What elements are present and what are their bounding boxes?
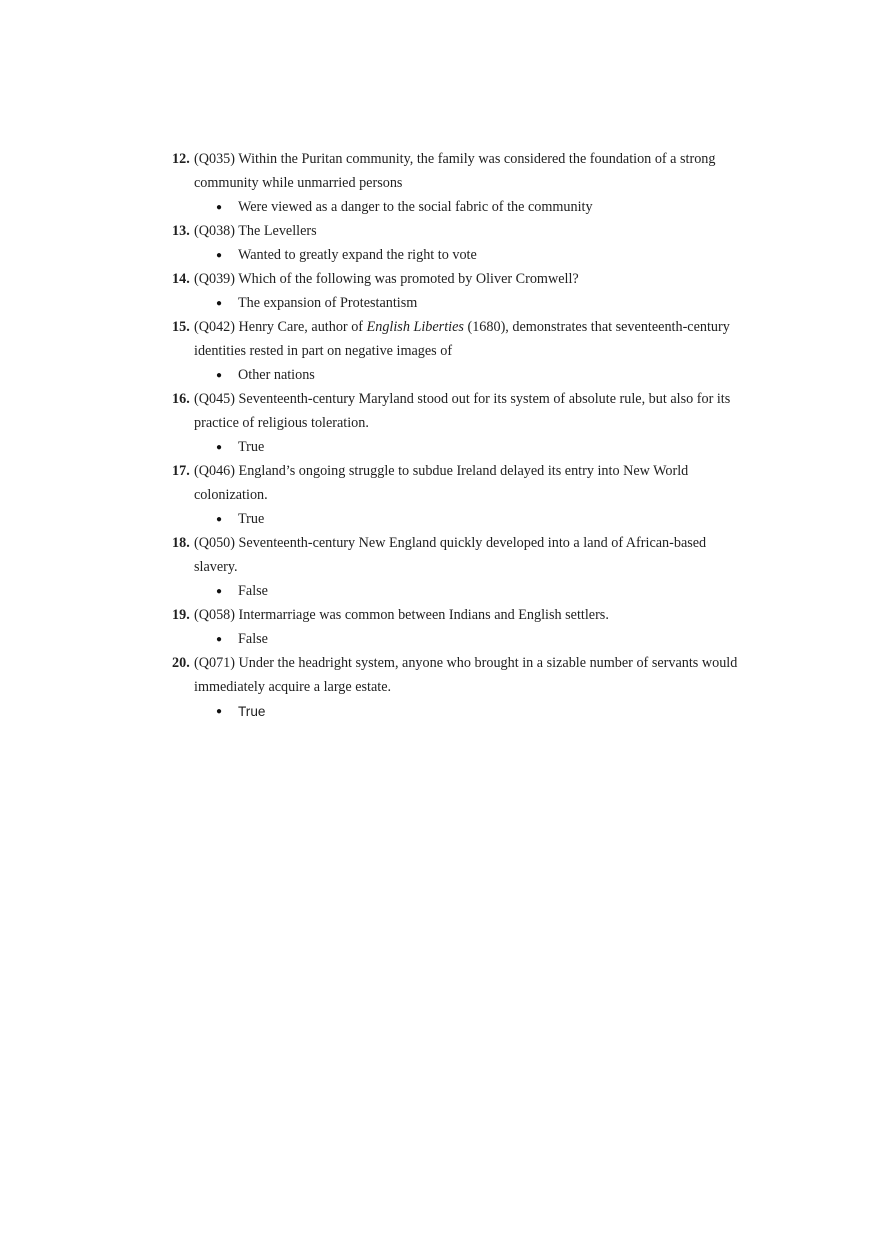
answer-item [216,508,752,532]
answer-text: False [238,631,268,648]
question-item [172,148,752,219]
bullet-icon: ● [216,297,223,309]
answer-item [216,292,752,316]
book-title: English Liberties [366,319,464,336]
question-line [172,268,752,292]
answer-item [216,580,752,604]
question-item [172,460,752,531]
bullet-icon: ● [216,249,223,261]
answer-item [216,700,752,724]
question-number: 13. [172,222,190,239]
answer-text: Were viewed as a danger to the social fabric of the community [238,198,593,215]
answer-text: True [238,438,265,455]
bullet-icon: ● [216,201,223,213]
answer-text: The expansion of Protestantism [238,294,418,311]
answer-item [216,244,752,268]
answer-item [216,436,752,460]
question-item [172,268,752,316]
bullet-icon: ● [216,513,223,525]
question-text: (Q050) Seventeenth-century New England quickly developed into a land of African-based slavery. [194,535,707,576]
question-text: (Q035) Within the Puritan community, the family was considered the foundation of a strong community while unmarried persons [194,151,716,191]
question-text: (Q045) Seventeenth-century Maryland stood out for its system of absolute rule, but also for its practice of religious toleration. [194,391,731,432]
question-text: (Q071) Under the headright system, anyone who brought in a sizable number of servants would immediately acquire a large estate. [194,655,738,696]
question-line [172,388,752,436]
bullet-icon: ● [216,706,223,718]
bullet-icon: ● [216,369,223,381]
question-line [172,604,752,628]
question-text: (Q039) Which of the following was promoted by Oliver Cromwell? [194,271,579,288]
question-text-before: (Q042) Henry Care, author of [194,319,367,336]
answer-item [216,196,752,220]
question-item [172,532,752,603]
question-number: 18. [172,535,190,552]
question-item [172,652,752,723]
question-item [172,604,752,652]
bullet-icon: ● [216,585,223,597]
question-number: 17. [172,463,190,480]
bullet-icon: ● [216,634,223,646]
question-list [172,148,752,724]
question-number: 19. [172,607,190,624]
question-number: 16. [172,391,190,408]
question-item [172,316,752,387]
answer-text: False [238,582,268,599]
answer-text: Wanted to greatly expand the right to vote [238,246,477,263]
answer-item [216,628,752,652]
answer-text: True [238,704,266,720]
question-line [172,652,752,700]
question-line [172,148,752,196]
answer-item [216,364,752,388]
question-item [172,388,752,459]
answer-text: Other nations [238,366,315,383]
question-line [172,460,752,508]
question-text [194,316,752,364]
question-number: 12. [172,151,190,167]
question-text: (Q046) England’s ongoing struggle to subdue Ireland delayed its entry into New World colonization. [194,463,689,504]
question-number: 15. [172,319,190,336]
question-line [172,316,752,364]
bullet-icon: ● [216,441,223,453]
question-number: 14. [172,271,190,288]
question-text-after: (1680), demonstrates that seventeenth-century identities rested in part on negative images of [194,319,730,360]
answer-text: True [238,510,265,527]
question-item [172,220,752,268]
question-line [172,220,752,244]
question-text: (Q038) The Levellers [194,222,317,239]
question-text: (Q058) Intermarriage was common between Indians and English settlers. [194,607,609,624]
question-line [172,532,752,580]
question-number: 20. [172,655,190,672]
